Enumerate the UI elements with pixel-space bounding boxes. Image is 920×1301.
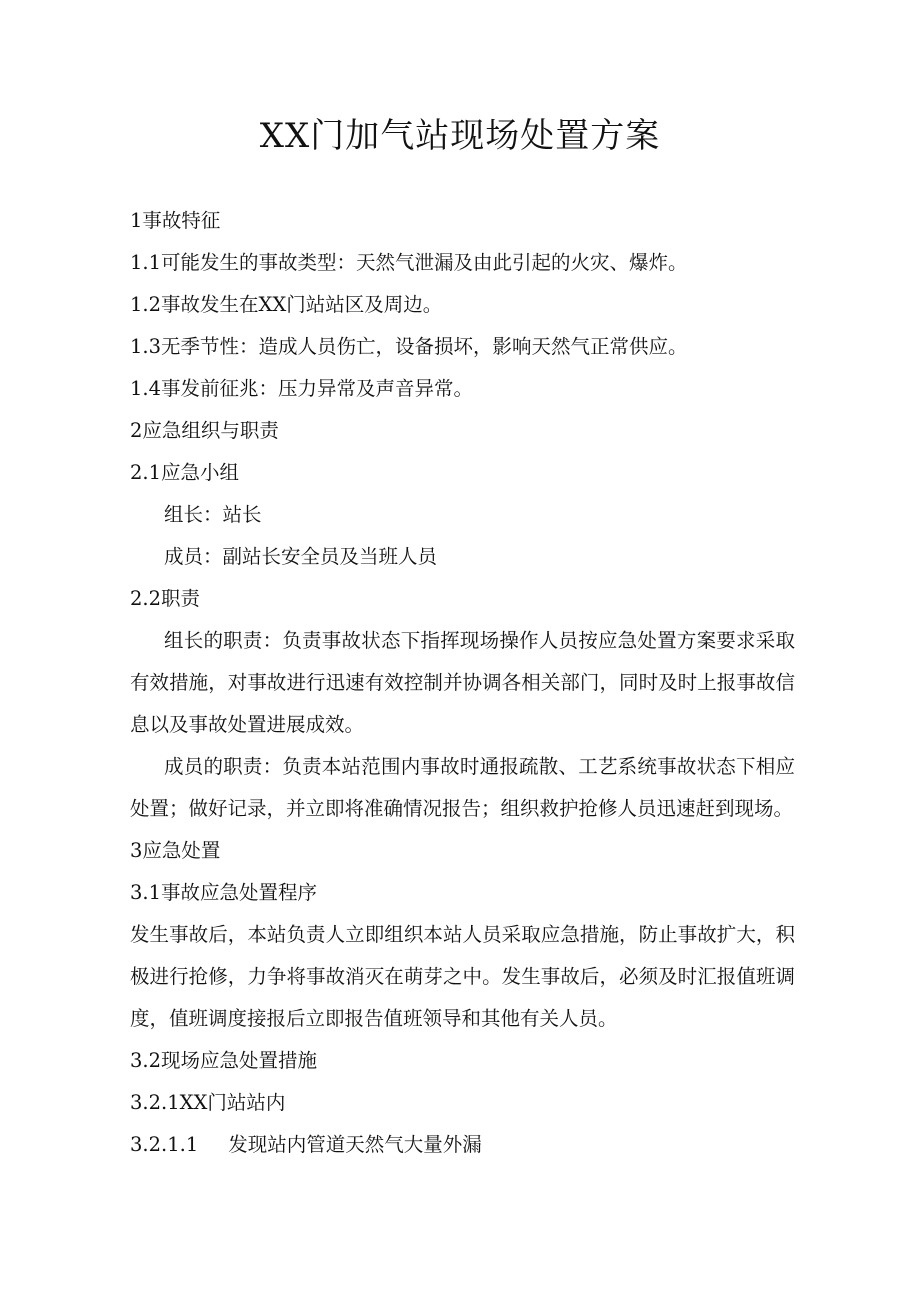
clause-3-2: 3.2现场应急处置措施: [130, 1049, 318, 1072]
clause-3-2-1-1-number: 3.2.1.1: [130, 1133, 199, 1156]
team-leader: 组长：站长: [164, 503, 262, 526]
clause-3-2-1-1: [130, 1124, 795, 1166]
section-heading-3: 3应急处置: [130, 839, 221, 862]
clause-3-2-1-1-text: 发现站内管道天然气大量外漏: [228, 1133, 482, 1156]
team-members: 成员：副站长安全员及当班人员: [164, 545, 438, 568]
clause-2-1: 2.1应急小组: [130, 461, 240, 484]
clause-1-1: 1.1可能发生的事故类型：天然气泄漏及由此引起的火灾、爆炸。: [130, 251, 688, 274]
member-duty-paragraph: 成员的职责：负责本站范围内事故时通报疏散、工艺系统事故状态下相应处置；做好记录，并立即将准确情况报告；组织救护抢修人员迅速赶到现场。: [130, 755, 795, 820]
clause-3-1: 3.1事故应急处置程序: [130, 881, 318, 904]
section-heading-1: 1事故特征: [130, 209, 221, 232]
clause-3-2-1: 3.2.1XX门站站内: [130, 1091, 286, 1114]
document-body: [130, 200, 795, 1166]
leader-duty-paragraph: 组长的职责：负责事故状态下指挥现场操作人员按应急处置方案要求采取有效措施，对事故进行迅速有效控制并协调各相关部门，同时及时上报事故信息以及事故处置进展成效。: [130, 629, 795, 736]
procedure-paragraph: 发生事故后，本站负责人立即组织本站人员采取应急措施，防止事故扩大，积极进行抢修，力争将事故消灭在萌芽之中。发生事故后，必须及时汇报值班调度，值班调度接报后立即报告值班领导和其他有关人员。: [130, 923, 795, 1030]
clause-1-3: 1.3无季节性：造成人员伤亡，设备损坏，影响天然气正常供应。: [130, 335, 688, 358]
document-title: XX门加气站现场处置方案: [259, 116, 661, 156]
section-heading-2: 2应急组织与职责: [130, 419, 279, 442]
clause-1-2: 1.2事故发生在XX门站站区及周边。: [130, 293, 443, 316]
clause-2-2: 2.2职责: [130, 587, 201, 610]
clause-1-4: 1.4事发前征兆：压力异常及声音异常。: [130, 377, 474, 400]
